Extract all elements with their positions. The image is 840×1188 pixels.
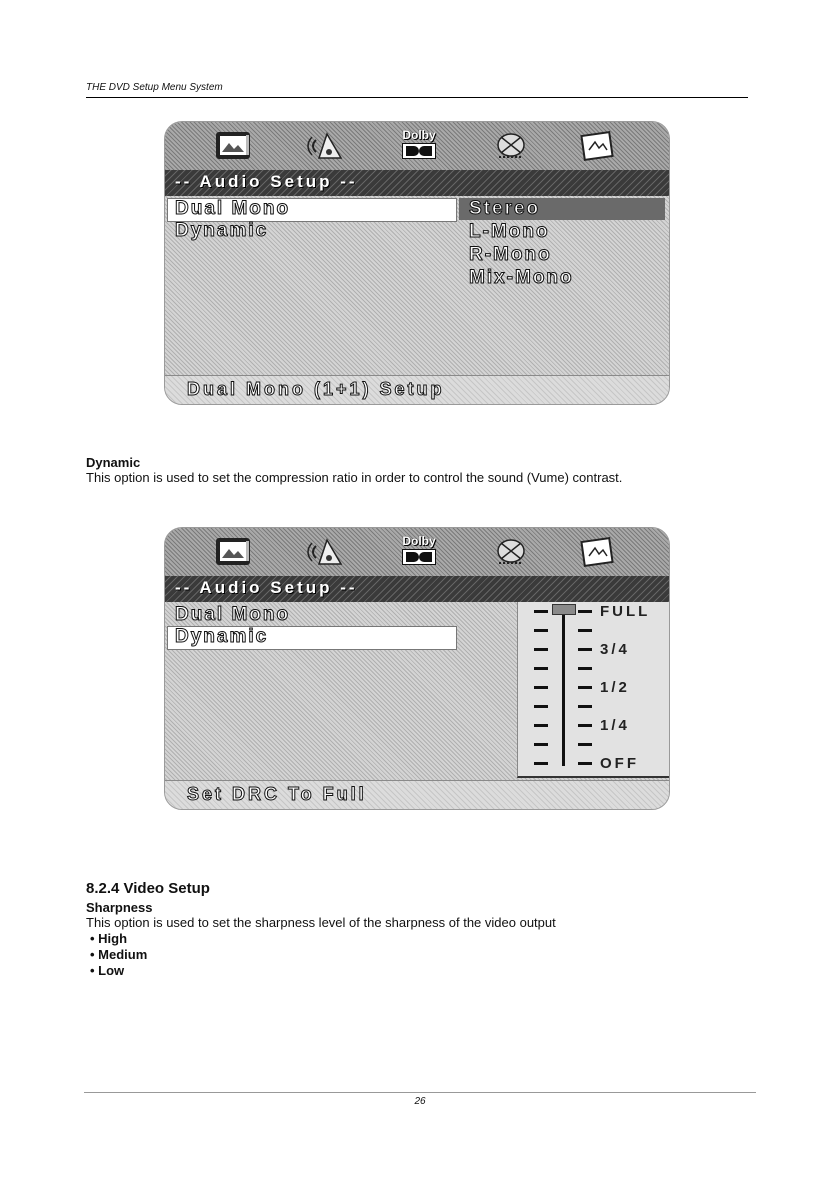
slider-tick [534,667,548,670]
osd-title: -- Audio Setup -- [175,172,358,191]
drc-level-half[interactable]: 1/2 [600,679,630,696]
menu-item-dual-mono[interactable]: Dual Mono [175,198,291,219]
dolby-label: Dolby [402,128,436,142]
osd-icon-bar [165,528,669,576]
osd-title: -- Audio Setup -- [175,578,358,597]
slider-tick [578,610,592,613]
dolby-icon[interactable] [397,534,441,572]
menu-item-dynamic[interactable]: Dynamic [175,220,269,241]
tv-picture-icon[interactable] [213,536,253,568]
drc-level-three-quarter[interactable]: 3/4 [600,641,630,658]
slider-tick [578,667,592,670]
slider-tick [534,629,548,632]
status-text: Dual Mono (1+1) Setup [187,379,445,399]
menu-item-dual-mono[interactable]: Dual Mono [175,604,291,625]
sharpness-option-label: Medium [98,947,148,962]
slider-tick [578,705,592,708]
slider-tick [578,686,592,689]
osd-title-bar [165,170,669,196]
sharpness-option-label: High [98,931,128,946]
option-stereo[interactable]: Stereo [469,198,541,219]
drc-level-full[interactable]: FULL [600,603,651,620]
satellite-dish-icon[interactable] [491,130,531,162]
sharpness-option-low: • Low [90,963,125,978]
option-mix-mono[interactable]: Mix-Mono [469,267,574,288]
drc-level-off[interactable]: OFF [600,755,639,772]
satellite-dish-icon[interactable] [491,536,531,568]
drc-level-quarter[interactable]: 1/4 [600,717,630,734]
drc-slider-panel [517,602,670,778]
slider-tick [578,724,592,727]
slider-tick [534,743,548,746]
status-text: Set DRC To Full [187,784,367,804]
sharpness-description: This option is used to set the sharpness level of the sharpness of the video output [86,915,556,930]
osd-status-bar [165,375,669,404]
osd-audio-setup-dynamic [164,527,670,810]
drc-slider-knob[interactable] [552,604,576,615]
sharpness-option-high: • High [90,931,128,946]
footer-rule [84,1092,756,1093]
speaker-audio-icon[interactable] [305,130,345,162]
slider-tick [578,762,592,765]
slider-tick [534,648,548,651]
running-header: THE DVD Setup Menu System [86,82,748,98]
sharpness-option-medium: • Medium [90,947,148,962]
sharpness-heading: Sharpness [86,900,153,915]
slider-tick [534,762,548,765]
option-l-mono[interactable]: L-Mono [469,221,550,242]
picture-frame-icon[interactable] [577,130,617,162]
dolby-icon[interactable] [397,128,441,166]
slider-tick [534,610,548,613]
option-r-mono[interactable]: R-Mono [469,244,552,265]
slider-tick [578,629,592,632]
menu-item-dynamic[interactable]: Dynamic [175,626,269,647]
dynamic-description: This option is used to set the compression ratio in order to control the sound (Vume) contrast. [86,470,623,485]
slider-tick [578,648,592,651]
osd-title-bar [165,576,669,602]
speaker-audio-icon[interactable] [305,536,345,568]
slider-tick [534,705,548,708]
dolby-label: Dolby [402,534,436,548]
slider-tick [578,743,592,746]
osd-icon-bar [165,122,669,170]
page-number: 26 [414,1096,426,1107]
osd-status-bar [165,780,669,809]
tv-picture-icon[interactable] [213,130,253,162]
osd-audio-setup-dual-mono [164,121,670,405]
slider-tick [534,724,548,727]
drc-slider-track[interactable] [562,608,565,766]
video-setup-heading: 8.2.4 Video Setup [86,880,210,897]
sharpness-option-label: Low [98,963,125,978]
dynamic-heading: Dynamic [86,455,141,470]
picture-frame-icon[interactable] [577,536,617,568]
slider-tick [534,686,548,689]
